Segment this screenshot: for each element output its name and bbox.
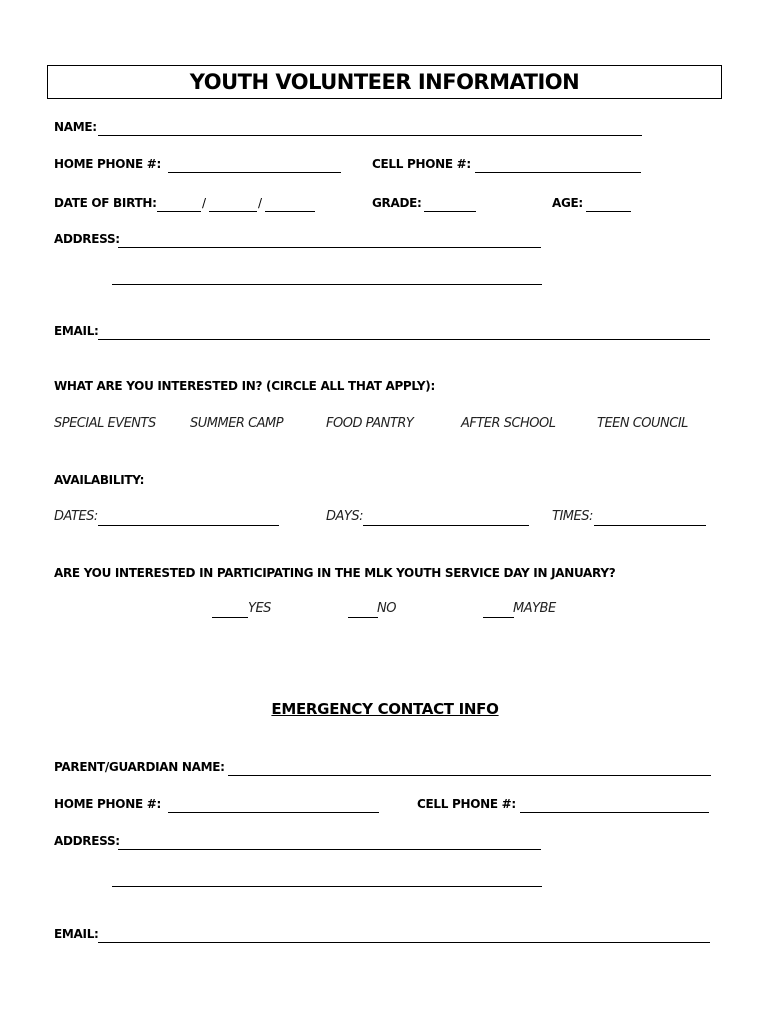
email-field[interactable] (98, 339, 710, 340)
emergency-heading-text: EMERGENCY CONTACT INFO (271, 700, 499, 718)
dob-day-field[interactable] (209, 211, 257, 212)
emergency-cell-phone-label: CELL PHONE #: (417, 797, 516, 811)
interest-option-food-pantry[interactable]: FOOD PANTRY (326, 416, 414, 431)
age-label: AGE: (552, 196, 583, 210)
name-field[interactable] (98, 135, 642, 136)
form-title-box (47, 65, 722, 99)
emergency-address-label: ADDRESS: (54, 834, 120, 848)
mlk-question: ARE YOU INTERESTED IN PARTICIPATING IN THE MLK YOUTH SERVICE DAY IN JANUARY? (54, 566, 616, 580)
interest-option-teen-council[interactable]: TEEN COUNCIL (597, 416, 688, 431)
mlk-maybe-label: MAYBE (513, 601, 556, 616)
emergency-email-field[interactable] (98, 942, 710, 943)
guardian-name-field[interactable] (228, 775, 711, 776)
grade-field[interactable] (424, 211, 476, 212)
mlk-no-label: NO (377, 601, 396, 616)
availability-label: AVAILABILITY: (54, 473, 145, 487)
cell-phone-label: CELL PHONE #: (372, 157, 471, 171)
dates-field[interactable] (98, 525, 279, 526)
dob-year-field[interactable] (265, 211, 315, 212)
emergency-address-field-line-1[interactable] (118, 849, 541, 850)
form-title: YOUTH VOLUNTEER INFORMATION (189, 70, 580, 94)
email-label: EMAIL: (54, 324, 99, 338)
grade-label: GRADE: (372, 196, 422, 210)
emergency-cell-phone-field[interactable] (520, 812, 709, 813)
dob-separator: / (202, 196, 206, 210)
home-phone-label: HOME PHONE #: (54, 157, 161, 171)
address-field-line-1[interactable] (118, 247, 541, 248)
mlk-no-checkline[interactable] (348, 617, 378, 618)
emergency-email-label: EMAIL: (54, 927, 99, 941)
dob-separator: / (258, 196, 262, 210)
days-field[interactable] (363, 525, 529, 526)
interest-option-special-events[interactable]: SPECIAL EVENTS (54, 416, 156, 431)
dates-label: DATES: (54, 509, 98, 524)
dob-month-field[interactable] (157, 211, 201, 212)
emergency-home-phone-label: HOME PHONE #: (54, 797, 161, 811)
times-field[interactable] (594, 525, 706, 526)
cell-phone-field[interactable] (475, 172, 641, 173)
emergency-home-phone-field[interactable] (168, 812, 379, 813)
mlk-yes-checkline[interactable] (212, 617, 248, 618)
emergency-address-field-line-2[interactable] (112, 886, 542, 887)
interest-option-summer-camp[interactable]: SUMMER CAMP (190, 416, 284, 431)
mlk-yes-label: YES (248, 601, 271, 616)
interest-option-after-school[interactable]: AFTER SCHOOL (461, 416, 556, 431)
name-label: NAME: (54, 120, 97, 134)
guardian-name-label: PARENT/GUARDIAN NAME: (54, 760, 225, 774)
home-phone-field[interactable] (168, 172, 341, 173)
address-label: ADDRESS: (54, 232, 120, 246)
dob-label: DATE OF BIRTH: (54, 196, 157, 210)
emergency-section-heading (0, 700, 770, 718)
times-label: TIMES: (552, 509, 593, 524)
mlk-maybe-checkline[interactable] (483, 617, 514, 618)
days-label: DAYS: (326, 509, 363, 524)
age-field[interactable] (586, 211, 631, 212)
address-field-line-2[interactable] (112, 284, 542, 285)
interests-question: WHAT ARE YOU INTERESTED IN? (CIRCLE ALL THAT APPLY): (54, 379, 435, 393)
